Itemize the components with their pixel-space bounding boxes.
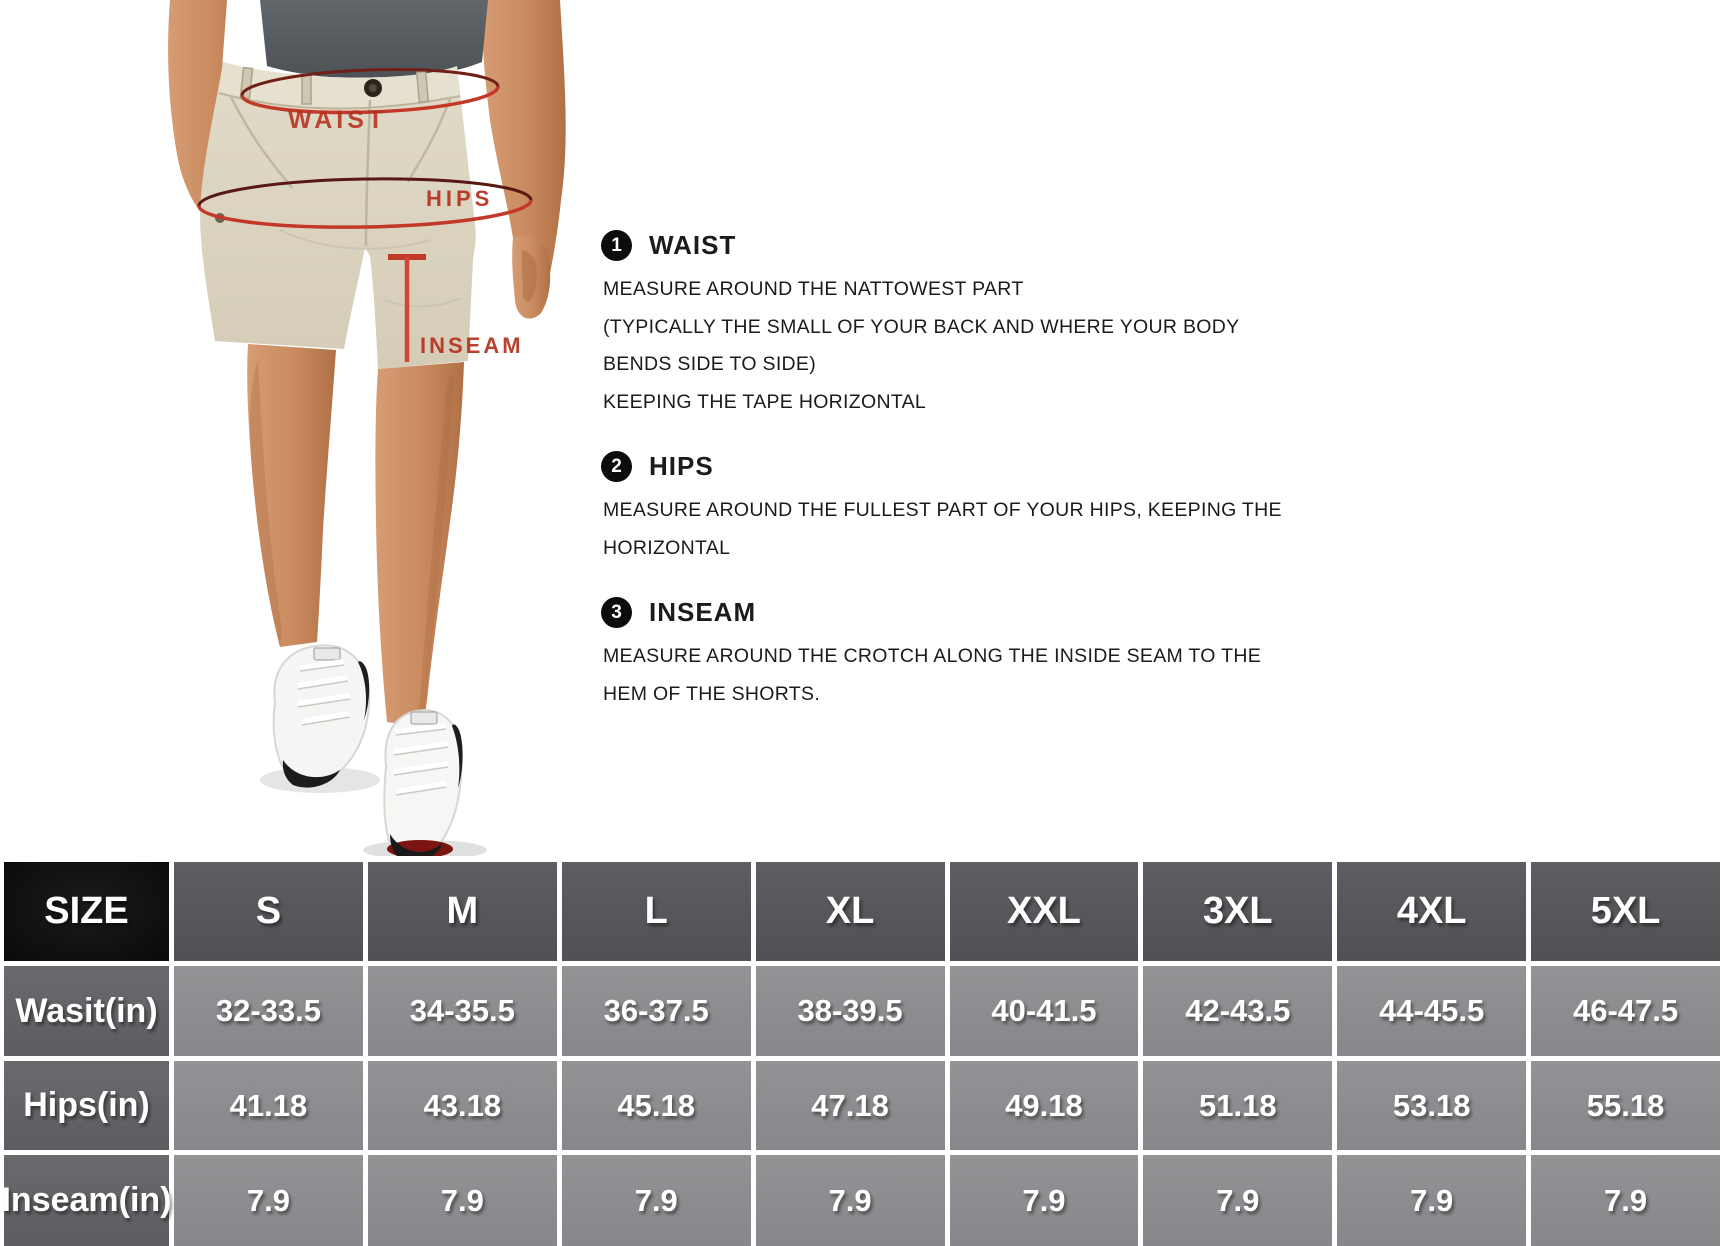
hips-value: 49.18 <box>950 1061 1139 1150</box>
hips-value: 55.18 <box>1531 1061 1720 1150</box>
belt-loop <box>302 74 311 104</box>
instruction-waist <box>601 230 1431 421</box>
hips-value: 41.18 <box>174 1061 363 1150</box>
waist-value: 34-35.5 <box>368 966 557 1056</box>
shorts-button-center <box>369 84 377 92</box>
waist-annotation-label: WAIST <box>288 106 388 134</box>
size-chart-header-s: S <box>174 862 363 961</box>
inseam-value: 7.9 <box>562 1155 751 1246</box>
instruction-line: (TYPICALLY THE SMALL OF YOUR BACK AND WHERE YOUR BODY <box>603 315 1240 338</box>
left-shoe-tongue-label <box>314 648 340 660</box>
instruction-line: MEASURE AROUND THE FULLEST PART OF YOUR HIPS, KEEPING THE <box>603 499 1282 521</box>
instruction-inseam <box>601 597 1431 713</box>
inseam-value: 7.9 <box>1143 1155 1332 1246</box>
step-2-badge-icon: 2 <box>601 451 632 482</box>
instruction-line: HEM OF THE SHORTS. <box>603 682 821 705</box>
instruction-waist-heading <box>601 230 1431 261</box>
waist-value: 36-37.5 <box>562 966 751 1056</box>
instruction-inseam-heading <box>601 597 1431 628</box>
instruction-line: BENDS SIDE TO SIDE) <box>603 353 817 375</box>
instruction-line: MEASURE AROUND THE NATTOWEST PART <box>603 278 1024 300</box>
hips-row-label: Hips(in) <box>4 1061 169 1150</box>
instruction-hips <box>601 451 1431 567</box>
waist-value: 32-33.5 <box>174 966 363 1056</box>
instruction-waist-body <box>603 271 1431 421</box>
waist-value: 42-43.5 <box>1143 966 1332 1056</box>
step-3-badge-icon: 3 <box>601 597 632 628</box>
instruction-line: MEASURE AROUND THE CROTCH ALONG THE INSIDE SEAM TO THE <box>603 645 1262 667</box>
inseam-value: 7.9 <box>950 1155 1139 1246</box>
instruction-waist-title: WAIST <box>649 230 737 260</box>
measuring-instructions <box>601 230 1431 713</box>
hips-value: 53.18 <box>1337 1061 1526 1150</box>
right-shoe-tongue-label <box>411 712 437 724</box>
size-chart-header-xl: XL <box>756 862 945 961</box>
belt-loop <box>417 72 429 103</box>
hips-value: 45.18 <box>562 1061 751 1150</box>
model-photo <box>130 0 600 856</box>
instruction-line: KEEPING THE TAPE HORIZONTAL <box>603 390 927 413</box>
hips-value: 51.18 <box>1143 1061 1332 1150</box>
instruction-hips-heading <box>601 451 1431 482</box>
hips-value: 47.18 <box>756 1061 945 1150</box>
inseam-value: 7.9 <box>174 1155 363 1246</box>
inseam-value: 7.9 <box>1337 1155 1526 1246</box>
inseam-value: 7.9 <box>368 1155 557 1246</box>
waist-value: 40-41.5 <box>950 966 1139 1056</box>
instruction-hips-body <box>603 492 1431 567</box>
step-1-badge-icon: 1 <box>601 230 632 261</box>
size-chart-header-4xl: 4XL <box>1337 862 1526 961</box>
waist-value: 44-45.5 <box>1337 966 1526 1056</box>
size-chart-header-m: M <box>368 862 557 961</box>
instruction-line: HORIZONTAL <box>603 536 731 559</box>
inseam-row-label: Inseam(in) <box>4 1155 169 1246</box>
inseam-value: 7.9 <box>1531 1155 1720 1246</box>
size-chart-header-l: L <box>562 862 751 961</box>
size-chart-table <box>0 858 1723 1246</box>
instruction-inseam-title: INSEAM <box>649 597 757 627</box>
inseam-value: 7.9 <box>756 1155 945 1246</box>
hips-annotation-label: HIPS <box>426 186 494 211</box>
waist-value: 38-39.5 <box>756 966 945 1056</box>
instruction-inseam-body <box>603 638 1431 713</box>
inseam-annotation-label: INSEAM <box>420 333 524 358</box>
size-chart-header-size: SIZE <box>4 862 169 961</box>
size-chart-header-xxl: XXL <box>950 862 1139 961</box>
size-chart-header-5xl: 5XL <box>1531 862 1720 961</box>
waist-row-label: Wasit(in) <box>4 966 169 1056</box>
size-chart-header-3xl: 3XL <box>1143 862 1332 961</box>
model-illustration <box>130 0 600 856</box>
hips-value: 43.18 <box>368 1061 557 1150</box>
instruction-hips-title: HIPS <box>649 451 714 481</box>
waist-value: 46-47.5 <box>1531 966 1720 1056</box>
